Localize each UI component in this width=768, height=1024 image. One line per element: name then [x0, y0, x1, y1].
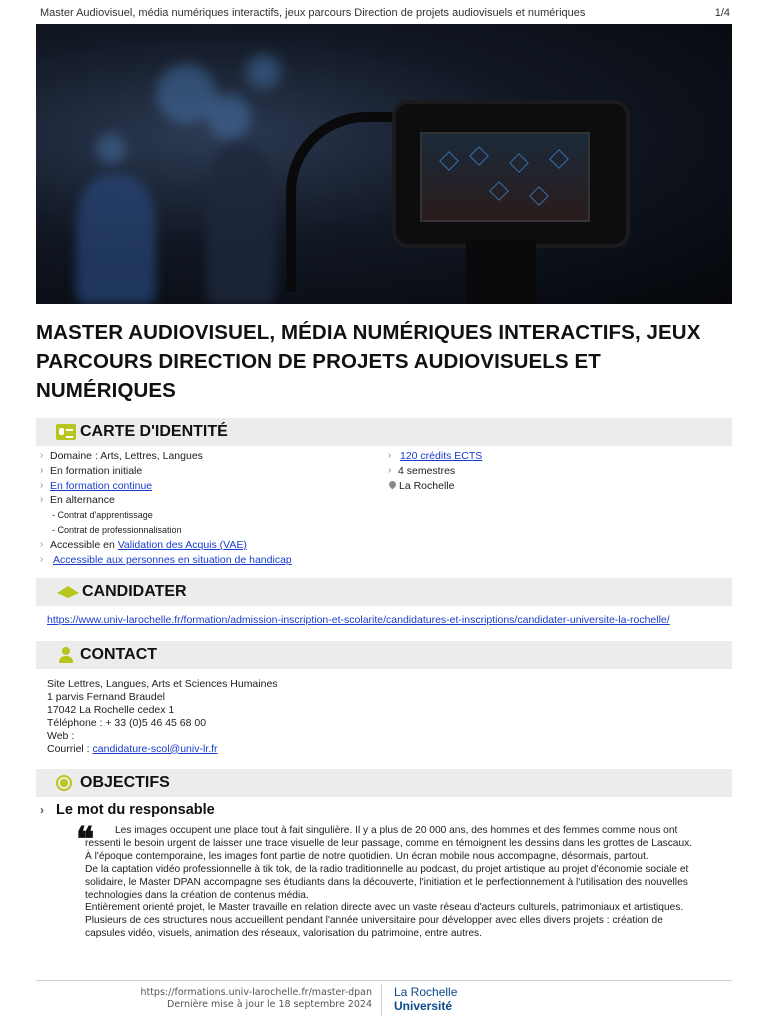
chevron-right-icon: ›: [40, 494, 44, 506]
chevron-right-icon: ›: [40, 538, 44, 550]
chevron-right-icon: ›: [40, 803, 44, 817]
apply-link-block: [47, 614, 670, 626]
ects-link[interactable]: 120 crédits ECTS: [400, 450, 483, 462]
location-item: La Rochelle: [388, 479, 482, 494]
page-number: 1/4: [714, 7, 730, 19]
contact-heading: CONTACT: [80, 646, 158, 663]
university-logo: [394, 985, 457, 1013]
vae-item: › Accessible en Validation des Acquis (VAE): [40, 538, 247, 551]
quote-paragraph-1: Les images occupent une place tout à fait singulière. Il y a plus de 20 000 ans, des hommes et des femmes comme nous ont ressenti le besoin urgent de laisser une trace visuelle de leur passage, comme en témoignent les dessins dans les grottes de Lascaux. À l'époque contemporaine, les images font partie de notre quotidien. Un écran mobile nous accompagne, désormais, partout.: [85, 825, 693, 862]
chevron-right-icon: ›: [40, 450, 44, 461]
contact-details: [47, 678, 278, 755]
page-title: MASTER AUDIOVISUEL, MÉDIA NUMÉRIQUES INTERACTIFS, JEUX PARCOURS DIRECTION DE PROJETS AUDIOVISUELS ET NUMÉRIQUES: [36, 321, 701, 402]
footer-updated: Dernière mise à jour le 18 septembre 2024: [167, 999, 372, 1010]
contact-city: 17042 La Rochelle cedex 1: [47, 703, 175, 716]
quote-icon: ❝: [76, 820, 95, 860]
continuing-training-link[interactable]: En formation continue: [50, 479, 153, 492]
identity-heading: CARTE D'IDENTITÉ: [80, 423, 228, 440]
contact-email-line: Courriel : candidature-scol@univ-lr.fr: [47, 742, 218, 755]
footer-separator: [381, 984, 382, 1016]
contact-site: Site Lettres, Langues, Arts et Sciences Humaines: [47, 678, 278, 690]
contact-section-bar: [36, 641, 732, 669]
responsible-word-heading: › Le mot du responsable: [40, 802, 215, 818]
pro-contract-item: - Contrat de professionnalisation: [52, 524, 182, 535]
footer-divider: [36, 980, 732, 981]
apply-url-link[interactable]: https://www.univ-larochelle.fr/formation/admission-inscription-et-scolarite/candidatures-et-inscriptions/candidater-universite-la-rochelle/: [47, 614, 670, 626]
id-card-icon: [56, 424, 76, 440]
chevron-right-icon: ›: [40, 479, 44, 491]
semesters-item: › 4 semestres: [388, 464, 456, 477]
quote-paragraph-2: De la captation vidéo professionnelle à tik tok, de la radio traditionnelle au podcast, du projet artistique au projet d'économie sociale et solidaire, le Master DPAN accompagne ses étudiants dans la découverte, l'initiation et le perfectionnement à l'utilisation des nouvelles technologies dans la création de contenus média.: [85, 863, 689, 901]
apply-section-bar: [36, 578, 732, 606]
objectives-heading: OBJECTIFS: [80, 774, 170, 791]
chevron-right-icon: ›: [388, 464, 392, 476]
quote-paragraph-3: Entièrement orienté projet, le Master travaille en relation directe avec un vaste réseau d'acteurs culturels, patrimoniaux et artistiques. Plusieurs de ces structures nous accueillent pendant l'année universitaire pour développer avec elles divers projets : création de capsules vidéo, visuels, animation des réseaux, valorisation du patrimoine, entre autres.: [85, 902, 684, 940]
ects-item[interactable]: [388, 449, 482, 464]
identity-section-bar: [36, 418, 732, 446]
vae-link[interactable]: Validation des Acquis (VAE): [117, 538, 247, 551]
contact-street: 1 parvis Fernand Braudel: [47, 690, 165, 703]
running-header: [40, 7, 730, 21]
contact-phone: Téléphone : + 33 (0)5 46 45 68 00: [47, 716, 207, 729]
apprentice-contract-item: - Contrat d'apprentissage: [52, 510, 153, 521]
footer-url[interactable]: https://formations.univ-larochelle.fr/master-dpan: [140, 987, 372, 998]
graduation-cap-icon: [56, 584, 78, 600]
chevron-right-icon: ›: [40, 464, 44, 476]
logo-line-2: Université: [394, 999, 453, 1013]
user-icon: [56, 647, 76, 663]
contact-email-link[interactable]: candidature-scol@univ-lr.fr: [92, 742, 218, 755]
alternance-item: › En alternance: [40, 494, 115, 507]
contact-web: Web :: [47, 729, 75, 742]
handicap-link[interactable]: Accessible aux personnes en situation de handicap: [53, 553, 292, 566]
initial-training-item: › En formation initiale: [40, 464, 143, 477]
objectives-section-bar: [36, 769, 732, 797]
logo-line-1: La Rochelle: [394, 985, 458, 999]
footer-meta: [120, 987, 372, 1011]
identity-right-column: [388, 449, 482, 493]
chevron-right-icon: ›: [388, 450, 392, 461]
domain-item: › Domaine : Arts, Lettres, Langues: [40, 450, 203, 462]
responsible-quote: [85, 825, 695, 941]
map-pin-icon: [388, 481, 398, 491]
hero-image: [36, 24, 732, 304]
running-title: Master Audiovisuel, média numériques interactifs, jeux parcours Direction de projets audiovisuels et numériques: [40, 7, 586, 19]
identity-left-column: [40, 449, 292, 567]
apply-heading: CANDIDATER: [82, 583, 187, 600]
continuing-training-item[interactable]: [40, 479, 292, 494]
chevron-right-icon: ›: [40, 553, 44, 565]
target-icon: [56, 775, 72, 791]
handicap-item[interactable]: [40, 553, 292, 568]
